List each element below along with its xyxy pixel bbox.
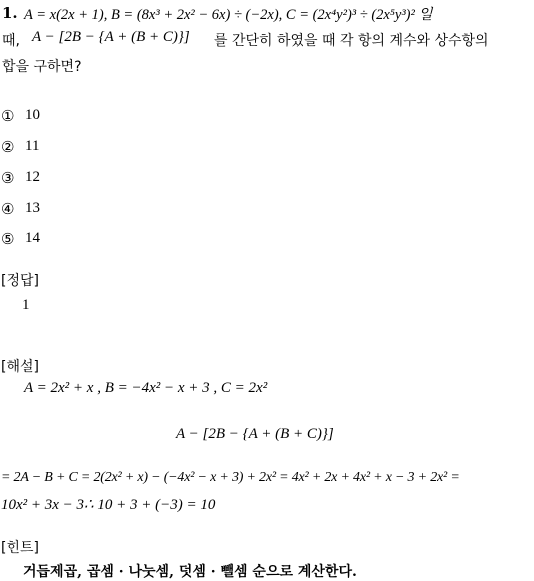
choice-mark: ③: [1, 169, 15, 187]
solution-line-3: 10x² + 3x − 3∴ 10 + 3 + (−3) = 10: [1, 497, 216, 513]
question-line-1: A = x(2x + 1), B = (8x³ + 2x² − 6x) ÷ (−2x), C = (2x⁴y²)³ ÷ (2x⁵y³)² 일: [24, 7, 433, 23]
hint-label: [힌트]: [1, 540, 39, 556]
choice-value: 12: [25, 169, 40, 185]
question-line-3: 합을 구하면?: [2, 59, 82, 75]
question-line-2-expr: A − [2B − {A + (B + C)}]: [32, 29, 190, 45]
question-line-2-text: 를 간단히 하였을 때 각 항의 계수와 상수항의: [214, 33, 489, 49]
choice-mark: ②: [1, 138, 15, 156]
answer-label: [정답]: [1, 273, 39, 289]
choice-value: 14: [25, 230, 40, 246]
hint-text: 거듭제곱, 곱셈 · 나눗셈, 덧셈 · 뺄셈 순으로 계산한다.: [23, 564, 357, 580]
solution-center-expr: A − [2B − {A + (B + C)}]: [176, 426, 334, 442]
choice-value: 11: [25, 138, 40, 154]
choice-value: 13: [25, 200, 40, 216]
question-number: 1.: [2, 4, 18, 22]
choice-mark: ①: [1, 107, 15, 125]
solution-label: [해설]: [1, 359, 39, 375]
solution-line-1: A = 2x² + x , B = −4x² − x + 3 , C = 2x²: [24, 380, 268, 396]
choice-mark: ⑤: [1, 230, 15, 248]
choice-value: 10: [25, 107, 40, 123]
answer-value: 1: [22, 297, 30, 313]
question-line-2-prefix: 때,: [2, 33, 20, 49]
solution-line-2: = 2A − B + C = 2(2x² + x) − (−4x² − x + 3) + 2x² = 4x² + 2x + 4x² + x − 3 + 2x² =: [1, 470, 460, 485]
choice-mark: ④: [1, 200, 15, 218]
